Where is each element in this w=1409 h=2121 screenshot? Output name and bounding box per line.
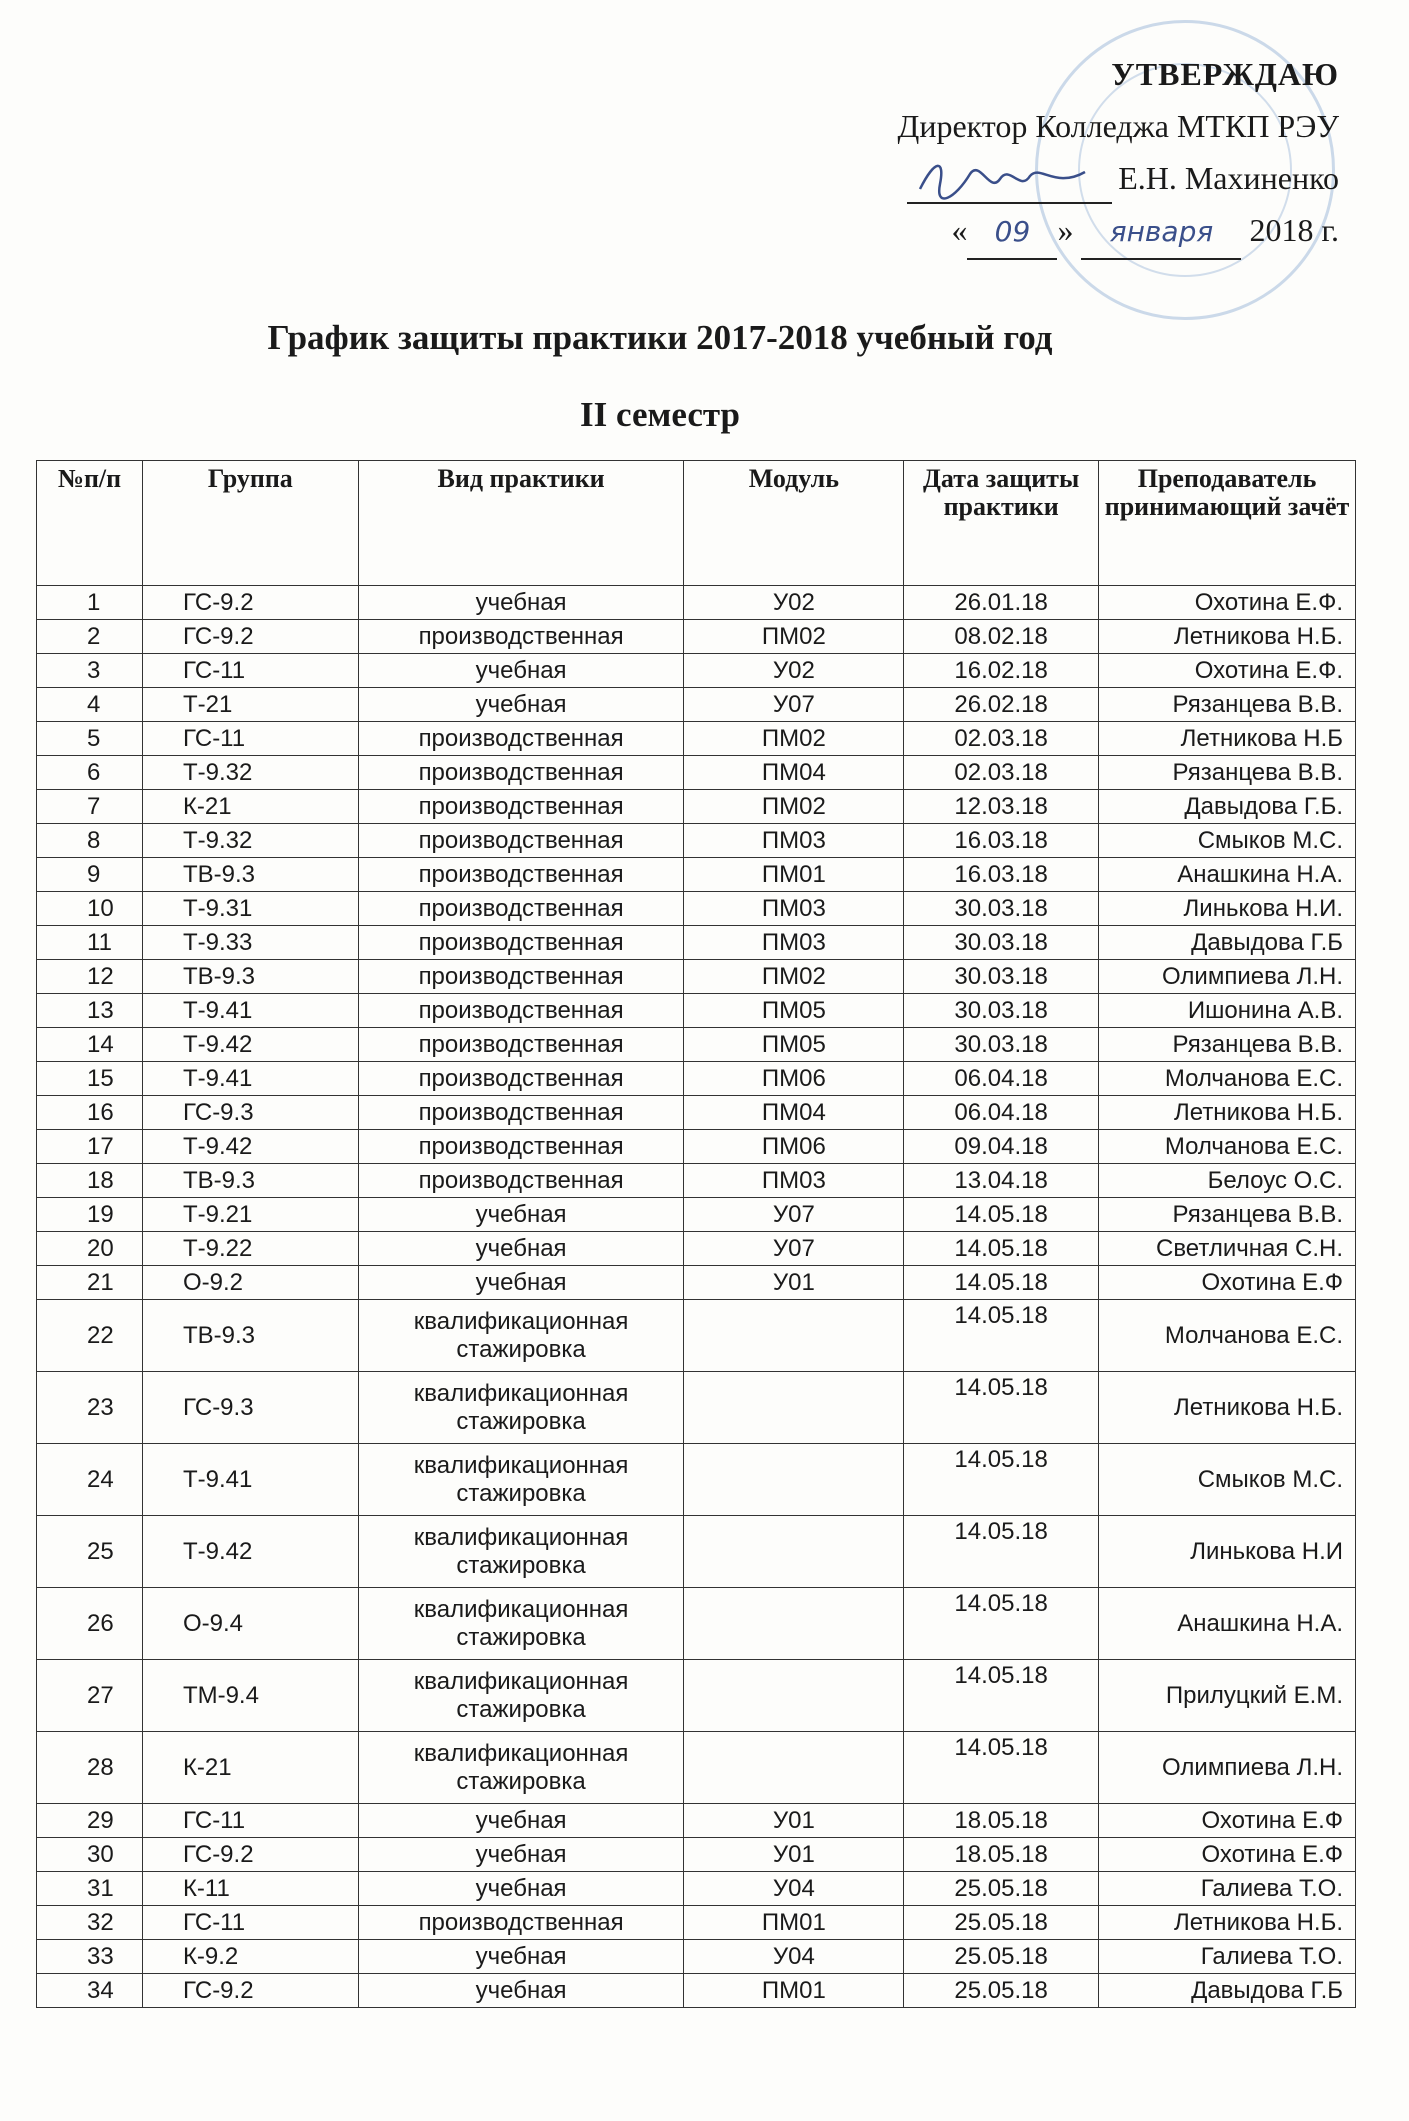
row-number: 12 <box>37 960 143 994</box>
row-practice-type: квалификационная стажировка <box>358 1732 684 1804</box>
date-month: января <box>1081 206 1241 260</box>
row-teacher: Анашкина Н.А. <box>1099 1588 1356 1660</box>
row-group: К-21 <box>142 790 358 824</box>
row-teacher: Давыдова Г.Б <box>1099 926 1356 960</box>
row-practice-type: производственная <box>358 1028 684 1062</box>
row-practice-type: учебная <box>358 1838 684 1872</box>
row-teacher: Давыдова Г.Б. <box>1099 790 1356 824</box>
row-group: Т-9.41 <box>142 994 358 1028</box>
row-teacher: Смыков М.С. <box>1099 1444 1356 1516</box>
table-row <box>37 1372 1356 1444</box>
row-teacher: Рязанцева В.В. <box>1099 1028 1356 1062</box>
row-group: ГС-9.2 <box>142 1838 358 1872</box>
table-row <box>37 620 1356 654</box>
table-row <box>37 926 1356 960</box>
row-teacher: Олимпиева Л.Н. <box>1099 1732 1356 1804</box>
row-defense-date: 14.05.18 <box>904 1444 1099 1516</box>
row-teacher: Светличная С.Н. <box>1099 1232 1356 1266</box>
table-row <box>37 1872 1356 1906</box>
row-practice-type: производственная <box>358 1130 684 1164</box>
row-module: ПМ02 <box>684 722 904 756</box>
row-module: ПМ04 <box>684 1096 904 1130</box>
date-year: 2018 г. <box>1249 212 1339 248</box>
signature-line <box>897 152 1339 204</box>
row-group: О-9.2 <box>142 1266 358 1300</box>
row-defense-date: 14.05.18 <box>904 1660 1099 1732</box>
row-practice-type: квалификационная стажировка <box>358 1516 684 1588</box>
table-row <box>37 1974 1356 2008</box>
row-number: 9 <box>37 858 143 892</box>
row-number: 8 <box>37 824 143 858</box>
row-number: 26 <box>37 1588 143 1660</box>
row-module: У07 <box>684 1198 904 1232</box>
row-practice-type: производственная <box>358 926 684 960</box>
row-defense-date: 30.03.18 <box>904 926 1099 960</box>
row-group: ГС-11 <box>142 1906 358 1940</box>
row-teacher: Охотина Е.Ф <box>1099 1804 1356 1838</box>
row-teacher: Летникова Н.Б. <box>1099 620 1356 654</box>
row-group: ТВ-9.3 <box>142 1164 358 1198</box>
row-module: ПМ02 <box>684 790 904 824</box>
row-module <box>684 1732 904 1804</box>
row-teacher: Рязанцева В.В. <box>1099 756 1356 790</box>
row-module: ПМ02 <box>684 620 904 654</box>
header-defense-date: Дата защиты практики <box>904 461 1099 586</box>
row-defense-date: 14.05.18 <box>904 1300 1099 1372</box>
row-group: ТМ-9.4 <box>142 1660 358 1732</box>
row-practice-type: производственная <box>358 824 684 858</box>
row-module <box>684 1516 904 1588</box>
row-module: ПМ03 <box>684 892 904 926</box>
row-module: У04 <box>684 1940 904 1974</box>
row-module: ПМ06 <box>684 1062 904 1096</box>
row-number: 13 <box>37 994 143 1028</box>
signatory-name: Е.Н. Махиненко <box>1118 160 1339 196</box>
row-module: ПМ01 <box>684 1906 904 1940</box>
row-defense-date: 14.05.18 <box>904 1516 1099 1588</box>
row-practice-type: производственная <box>358 960 684 994</box>
row-module: У07 <box>684 688 904 722</box>
row-practice-type: производственная <box>358 892 684 926</box>
row-defense-date: 14.05.18 <box>904 1232 1099 1266</box>
row-teacher: Галиева Т.О. <box>1099 1940 1356 1974</box>
row-defense-date: 02.03.18 <box>904 756 1099 790</box>
row-module: ПМ03 <box>684 1164 904 1198</box>
header-teacher: Преподаватель принимающий зачёт <box>1099 461 1356 586</box>
row-number: 19 <box>37 1198 143 1232</box>
approval-position: Директор Колледжа МТКП РЭУ <box>897 108 1339 144</box>
row-practice-type: производственная <box>358 756 684 790</box>
row-teacher: Молчанова Е.С. <box>1099 1062 1356 1096</box>
row-module: ПМ03 <box>684 926 904 960</box>
row-teacher: Олимпиева Л.Н. <box>1099 960 1356 994</box>
row-practice-type: производственная <box>358 790 684 824</box>
row-teacher: Анашкина Н.А. <box>1099 858 1356 892</box>
row-module <box>684 1300 904 1372</box>
row-practice-type: производственная <box>358 858 684 892</box>
row-practice-type: учебная <box>358 688 684 722</box>
row-module: ПМ04 <box>684 756 904 790</box>
table-row <box>37 1164 1356 1198</box>
row-defense-date: 25.05.18 <box>904 1906 1099 1940</box>
row-module: У07 <box>684 1232 904 1266</box>
row-practice-type: квалификационная стажировка <box>358 1300 684 1372</box>
approval-block <box>897 48 1339 260</box>
row-number: 24 <box>37 1444 143 1516</box>
row-practice-type: производственная <box>358 994 684 1028</box>
row-module: ПМ01 <box>684 1974 904 2008</box>
row-number: 6 <box>37 756 143 790</box>
row-number: 16 <box>37 1096 143 1130</box>
row-defense-date: 14.05.18 <box>904 1732 1099 1804</box>
row-defense-date: 30.03.18 <box>904 892 1099 926</box>
row-teacher: Летникова Н.Б. <box>1099 1096 1356 1130</box>
row-teacher: Линькова Н.И <box>1099 1516 1356 1588</box>
table-row <box>37 1940 1356 1974</box>
row-number: 18 <box>37 1164 143 1198</box>
row-defense-date: 14.05.18 <box>904 1198 1099 1232</box>
table-header-row <box>37 461 1356 586</box>
row-module: У02 <box>684 586 904 620</box>
row-group: ГС-11 <box>142 1804 358 1838</box>
row-group: Т-9.32 <box>142 756 358 790</box>
row-number: 31 <box>37 1872 143 1906</box>
row-defense-date: 16.03.18 <box>904 858 1099 892</box>
row-number: 14 <box>37 1028 143 1062</box>
row-number: 28 <box>37 1732 143 1804</box>
row-module: ПМ06 <box>684 1130 904 1164</box>
row-defense-date: 26.01.18 <box>904 586 1099 620</box>
row-practice-type: учебная <box>358 1804 684 1838</box>
approval-date <box>897 204 1339 260</box>
row-number: 1 <box>37 586 143 620</box>
row-number: 22 <box>37 1300 143 1372</box>
row-module: У01 <box>684 1266 904 1300</box>
row-teacher: Молчанова Е.С. <box>1099 1130 1356 1164</box>
row-module: У04 <box>684 1872 904 1906</box>
row-number: 23 <box>37 1372 143 1444</box>
table-row <box>37 1096 1356 1130</box>
row-module: ПМ03 <box>684 824 904 858</box>
row-practice-type: производственная <box>358 1906 684 1940</box>
row-teacher: Давыдова Г.Б <box>1099 1974 1356 2008</box>
row-module: ПМ05 <box>684 1028 904 1062</box>
row-practice-type: учебная <box>358 1974 684 2008</box>
row-group: Т-9.33 <box>142 926 358 960</box>
row-module: ПМ02 <box>684 960 904 994</box>
row-practice-type: квалификационная стажировка <box>358 1372 684 1444</box>
table-row <box>37 858 1356 892</box>
row-practice-type: учебная <box>358 1872 684 1906</box>
table-row <box>37 1232 1356 1266</box>
row-practice-type: учебная <box>358 1266 684 1300</box>
row-number: 20 <box>37 1232 143 1266</box>
row-group: ТВ-9.3 <box>142 858 358 892</box>
row-defense-date: 16.03.18 <box>904 824 1099 858</box>
row-number: 15 <box>37 1062 143 1096</box>
row-defense-date: 26.02.18 <box>904 688 1099 722</box>
row-practice-type: учебная <box>358 654 684 688</box>
row-teacher: Летникова Н.Б. <box>1099 1906 1356 1940</box>
row-group: Т-9.22 <box>142 1232 358 1266</box>
row-practice-type: производственная <box>358 722 684 756</box>
row-defense-date: 16.02.18 <box>904 654 1099 688</box>
row-module <box>684 1660 904 1732</box>
header-group: Группа <box>142 461 358 586</box>
table-row <box>37 892 1356 926</box>
row-defense-date: 09.04.18 <box>904 1130 1099 1164</box>
row-group: ГС-11 <box>142 722 358 756</box>
row-teacher: Белоус О.С. <box>1099 1164 1356 1198</box>
row-teacher: Смыков М.С. <box>1099 824 1356 858</box>
row-defense-date: 02.03.18 <box>904 722 1099 756</box>
row-group: Т-9.42 <box>142 1516 358 1588</box>
row-group: Т-9.42 <box>142 1130 358 1164</box>
row-group: ТВ-9.3 <box>142 1300 358 1372</box>
signature <box>907 168 1112 204</box>
date-close-quote: » <box>1057 212 1074 248</box>
table-row <box>37 1266 1356 1300</box>
row-teacher: Рязанцева В.В. <box>1099 688 1356 722</box>
row-group: Т-21 <box>142 688 358 722</box>
row-practice-type: производственная <box>358 1062 684 1096</box>
row-teacher: Рязанцева В.В. <box>1099 1198 1356 1232</box>
page-subtitle: II семестр <box>580 395 740 434</box>
row-number: 11 <box>37 926 143 960</box>
table-row <box>37 1444 1356 1516</box>
row-module: ПМ05 <box>684 994 904 1028</box>
row-defense-date: 12.03.18 <box>904 790 1099 824</box>
table-row <box>37 1130 1356 1164</box>
row-practice-type: учебная <box>358 1232 684 1266</box>
row-defense-date: 14.05.18 <box>904 1372 1099 1444</box>
row-module: У01 <box>684 1804 904 1838</box>
row-practice-type: учебная <box>358 1198 684 1232</box>
row-defense-date: 25.05.18 <box>904 1872 1099 1906</box>
row-group: К-9.2 <box>142 1940 358 1974</box>
row-teacher: Летникова Н.Б <box>1099 722 1356 756</box>
table-row <box>37 1838 1356 1872</box>
row-practice-type: производственная <box>358 1164 684 1198</box>
row-practice-type: производственная <box>358 620 684 654</box>
header-module: Модуль <box>684 461 904 586</box>
row-module: У02 <box>684 654 904 688</box>
row-teacher: Охотина Е.Ф <box>1099 1838 1356 1872</box>
row-number: 33 <box>37 1940 143 1974</box>
row-defense-date: 13.04.18 <box>904 1164 1099 1198</box>
row-number: 25 <box>37 1516 143 1588</box>
row-group: ТВ-9.3 <box>142 960 358 994</box>
row-number: 17 <box>37 1130 143 1164</box>
row-group: ГС-9.3 <box>142 1372 358 1444</box>
table-row <box>37 1062 1356 1096</box>
row-group: Т-9.31 <box>142 892 358 926</box>
row-practice-type: учебная <box>358 1940 684 1974</box>
row-group: ГС-9.2 <box>142 620 358 654</box>
table-row <box>37 1906 1356 1940</box>
row-practice-type: квалификационная стажировка <box>358 1588 684 1660</box>
row-defense-date: 14.05.18 <box>904 1588 1099 1660</box>
date-day: 09 <box>967 206 1057 260</box>
row-group: К-21 <box>142 1732 358 1804</box>
row-defense-date: 18.05.18 <box>904 1804 1099 1838</box>
table-row <box>37 960 1356 994</box>
row-module <box>684 1444 904 1516</box>
table-row <box>37 756 1356 790</box>
row-number: 2 <box>37 620 143 654</box>
row-defense-date: 25.05.18 <box>904 1940 1099 1974</box>
row-defense-date: 25.05.18 <box>904 1974 1099 2008</box>
header-practice-type: Вид практики <box>358 461 684 586</box>
row-number: 5 <box>37 722 143 756</box>
row-group: Т-9.41 <box>142 1062 358 1096</box>
row-group: ГС-9.3 <box>142 1096 358 1130</box>
table-row <box>37 1028 1356 1062</box>
row-group: ГС-9.2 <box>142 586 358 620</box>
row-number: 30 <box>37 1838 143 1872</box>
table-row <box>37 586 1356 620</box>
row-module <box>684 1588 904 1660</box>
table-row <box>37 1516 1356 1588</box>
table-row <box>37 1660 1356 1732</box>
table-row <box>37 824 1356 858</box>
row-teacher: Ишонина А.В. <box>1099 994 1356 1028</box>
approval-heading: УТВЕРЖДАЮ <box>1111 56 1339 92</box>
row-defense-date: 30.03.18 <box>904 960 1099 994</box>
table-row <box>37 1732 1356 1804</box>
row-teacher: Прилуцкий Е.М. <box>1099 1660 1356 1732</box>
table-row <box>37 994 1356 1028</box>
row-teacher: Галиева Т.О. <box>1099 1872 1356 1906</box>
row-group: Т-9.32 <box>142 824 358 858</box>
row-group: К-11 <box>142 1872 358 1906</box>
date-open-quote: « <box>951 212 968 248</box>
row-number: 3 <box>37 654 143 688</box>
row-practice-type: учебная <box>358 586 684 620</box>
row-practice-type: производственная <box>358 1096 684 1130</box>
row-defense-date: 06.04.18 <box>904 1062 1099 1096</box>
row-teacher: Молчанова Е.С. <box>1099 1300 1356 1372</box>
table-row <box>37 722 1356 756</box>
row-number: 4 <box>37 688 143 722</box>
row-defense-date: 18.05.18 <box>904 1838 1099 1872</box>
row-defense-date: 14.05.18 <box>904 1266 1099 1300</box>
row-group: ГС-11 <box>142 654 358 688</box>
row-module <box>684 1372 904 1444</box>
row-number: 27 <box>37 1660 143 1732</box>
row-defense-date: 30.03.18 <box>904 994 1099 1028</box>
row-group: Т-9.41 <box>142 1444 358 1516</box>
schedule-table <box>36 460 1356 2008</box>
row-number: 29 <box>37 1804 143 1838</box>
row-group: О-9.4 <box>142 1588 358 1660</box>
table-row <box>37 1300 1356 1372</box>
table-row <box>37 1198 1356 1232</box>
row-defense-date: 06.04.18 <box>904 1096 1099 1130</box>
header-num: №п/п <box>37 461 143 586</box>
row-teacher: Охотина Е.Ф. <box>1099 654 1356 688</box>
row-group: Т-9.42 <box>142 1028 358 1062</box>
row-defense-date: 08.02.18 <box>904 620 1099 654</box>
row-practice-type: квалификационная стажировка <box>358 1444 684 1516</box>
row-group: ГС-9.2 <box>142 1974 358 2008</box>
row-number: 10 <box>37 892 143 926</box>
table-row <box>37 688 1356 722</box>
row-module: У01 <box>684 1838 904 1872</box>
row-teacher: Летникова Н.Б. <box>1099 1372 1356 1444</box>
row-teacher: Линькова Н.И. <box>1099 892 1356 926</box>
page-title: График защиты практики 2017-2018 учебный год <box>267 318 1053 357</box>
row-teacher: Охотина Е.Ф <box>1099 1266 1356 1300</box>
table-row <box>37 1804 1356 1838</box>
row-teacher: Охотина Е.Ф. <box>1099 586 1356 620</box>
row-number: 32 <box>37 1906 143 1940</box>
row-number: 21 <box>37 1266 143 1300</box>
row-number: 7 <box>37 790 143 824</box>
row-defense-date: 30.03.18 <box>904 1028 1099 1062</box>
row-module: ПМ01 <box>684 858 904 892</box>
row-group: Т-9.21 <box>142 1198 358 1232</box>
row-practice-type: квалификационная стажировка <box>358 1660 684 1732</box>
table-row <box>37 1588 1356 1660</box>
table-row <box>37 790 1356 824</box>
table-row <box>37 654 1356 688</box>
row-number: 34 <box>37 1974 143 2008</box>
